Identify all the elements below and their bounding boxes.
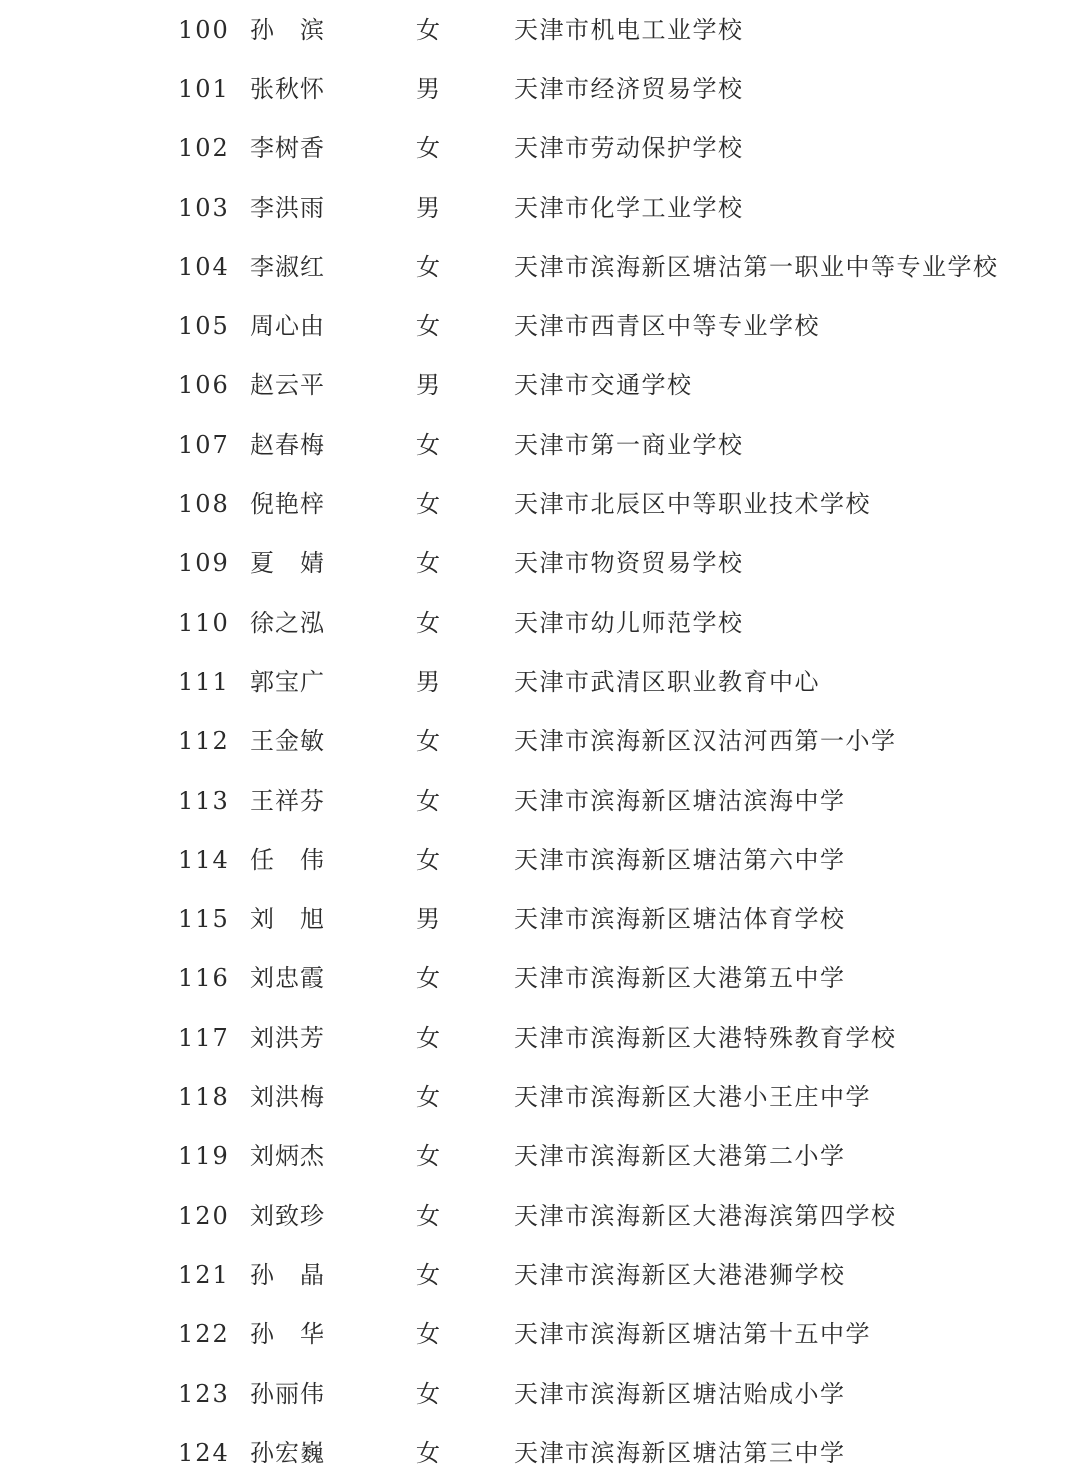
school-name: 天津市化学工业学校 bbox=[514, 194, 744, 222]
list-item bbox=[0, 1136, 1080, 1176]
gender: 男 bbox=[416, 905, 440, 933]
person-name: 刘 旭 bbox=[250, 905, 325, 933]
row-number: 123 bbox=[178, 1380, 230, 1408]
gender: 女 bbox=[416, 549, 440, 577]
list-item bbox=[0, 188, 1080, 228]
person-name: 刘忠霞 bbox=[250, 964, 325, 992]
row-number: 101 bbox=[178, 75, 230, 103]
school-name: 天津市滨海新区大港小王庄中学 bbox=[514, 1083, 871, 1111]
row-number: 108 bbox=[178, 490, 230, 518]
row-number: 119 bbox=[178, 1142, 230, 1170]
person-name: 张秋怀 bbox=[250, 75, 325, 103]
gender: 女 bbox=[416, 1439, 440, 1467]
gender: 女 bbox=[416, 16, 440, 44]
person-name: 李洪雨 bbox=[250, 194, 325, 222]
list-item bbox=[0, 69, 1080, 109]
row-number: 106 bbox=[178, 371, 230, 399]
list-item bbox=[0, 899, 1080, 939]
person-name: 王祥芬 bbox=[250, 787, 325, 815]
gender: 女 bbox=[416, 253, 440, 281]
school-name: 天津市劳动保护学校 bbox=[514, 134, 744, 162]
gender: 女 bbox=[416, 431, 440, 459]
person-name: 孙丽伟 bbox=[250, 1380, 325, 1408]
person-name: 郭宝广 bbox=[250, 668, 325, 696]
person-name: 赵云平 bbox=[250, 371, 325, 399]
gender: 女 bbox=[416, 1380, 440, 1408]
list-item bbox=[0, 247, 1080, 287]
row-number: 107 bbox=[178, 431, 230, 459]
person-name: 赵春梅 bbox=[250, 431, 325, 459]
row-number: 113 bbox=[178, 787, 230, 815]
gender: 女 bbox=[416, 1083, 440, 1111]
list-item bbox=[0, 1314, 1080, 1354]
list-item bbox=[0, 1077, 1080, 1117]
row-number: 124 bbox=[178, 1439, 230, 1467]
gender: 女 bbox=[416, 1142, 440, 1170]
list-item bbox=[0, 958, 1080, 998]
list-item bbox=[0, 365, 1080, 405]
person-name: 李树香 bbox=[250, 134, 325, 162]
row-number: 110 bbox=[178, 609, 230, 637]
person-name: 李淑红 bbox=[250, 253, 325, 281]
school-name: 天津市滨海新区大港第五中学 bbox=[514, 964, 846, 992]
list-item bbox=[0, 603, 1080, 643]
gender: 女 bbox=[416, 787, 440, 815]
school-name: 天津市经济贸易学校 bbox=[514, 75, 744, 103]
school-name: 天津市物资贸易学校 bbox=[514, 549, 744, 577]
gender: 女 bbox=[416, 727, 440, 755]
person-name: 孙 晶 bbox=[250, 1261, 325, 1289]
person-name: 刘洪芳 bbox=[250, 1024, 325, 1052]
gender: 女 bbox=[416, 1320, 440, 1348]
gender: 女 bbox=[416, 964, 440, 992]
gender: 男 bbox=[416, 194, 440, 222]
row-number: 105 bbox=[178, 312, 230, 340]
person-name: 徐之泓 bbox=[250, 609, 325, 637]
gender: 女 bbox=[416, 490, 440, 518]
row-number: 122 bbox=[178, 1320, 230, 1348]
list-item bbox=[0, 840, 1080, 880]
person-name: 周心由 bbox=[250, 312, 325, 340]
school-name: 天津市机电工业学校 bbox=[514, 16, 744, 44]
row-number: 121 bbox=[178, 1261, 230, 1289]
person-name: 刘洪梅 bbox=[250, 1083, 325, 1111]
gender: 男 bbox=[416, 668, 440, 696]
row-number: 111 bbox=[178, 668, 230, 696]
school-name: 天津市滨海新区塘沽滨海中学 bbox=[514, 787, 846, 815]
list-item bbox=[0, 425, 1080, 465]
person-name: 任 伟 bbox=[250, 846, 325, 874]
gender: 女 bbox=[416, 312, 440, 340]
gender: 女 bbox=[416, 609, 440, 637]
person-name: 王金敏 bbox=[250, 727, 325, 755]
row-number: 104 bbox=[178, 253, 230, 281]
school-name: 天津市滨海新区塘沽第十五中学 bbox=[514, 1320, 871, 1348]
gender: 女 bbox=[416, 1202, 440, 1230]
row-number: 118 bbox=[178, 1083, 230, 1111]
person-name: 夏 婧 bbox=[250, 549, 325, 577]
gender: 男 bbox=[416, 75, 440, 103]
person-name: 倪艳梓 bbox=[250, 490, 325, 518]
row-number: 100 bbox=[178, 16, 230, 44]
school-name: 天津市滨海新区大港第二小学 bbox=[514, 1142, 846, 1170]
list-item bbox=[0, 1018, 1080, 1058]
person-name: 孙宏巍 bbox=[250, 1439, 325, 1467]
gender: 女 bbox=[416, 134, 440, 162]
list-item bbox=[0, 128, 1080, 168]
row-number: 120 bbox=[178, 1202, 230, 1230]
school-name: 天津市北辰区中等职业技术学校 bbox=[514, 490, 871, 518]
list-item bbox=[0, 662, 1080, 702]
school-name: 天津市滨海新区塘沽贻成小学 bbox=[514, 1380, 846, 1408]
list-item bbox=[0, 1196, 1080, 1236]
list-item bbox=[0, 781, 1080, 821]
school-name: 天津市滨海新区塘沽第六中学 bbox=[514, 846, 846, 874]
list-item bbox=[0, 10, 1080, 50]
school-name: 天津市滨海新区大港海滨第四学校 bbox=[514, 1202, 897, 1230]
list-item bbox=[0, 484, 1080, 524]
school-name: 天津市第一商业学校 bbox=[514, 431, 744, 459]
list-item bbox=[0, 1255, 1080, 1295]
row-number: 102 bbox=[178, 134, 230, 162]
person-name: 刘炳杰 bbox=[250, 1142, 325, 1170]
list-item bbox=[0, 543, 1080, 583]
person-name: 刘致珍 bbox=[250, 1202, 325, 1230]
school-name: 天津市滨海新区汉沽河西第一小学 bbox=[514, 727, 897, 755]
school-name: 天津市滨海新区塘沽体育学校 bbox=[514, 905, 846, 933]
list-item bbox=[0, 1374, 1080, 1414]
gender: 女 bbox=[416, 846, 440, 874]
person-name: 孙 滨 bbox=[250, 16, 325, 44]
school-name: 天津市滨海新区塘沽第三中学 bbox=[514, 1439, 846, 1467]
list-item bbox=[0, 721, 1080, 761]
list-item bbox=[0, 1433, 1080, 1473]
school-name: 天津市西青区中等专业学校 bbox=[514, 312, 820, 340]
gender: 女 bbox=[416, 1261, 440, 1289]
gender: 男 bbox=[416, 371, 440, 399]
school-name: 天津市武清区职业教育中心 bbox=[514, 668, 820, 696]
row-number: 116 bbox=[178, 964, 230, 992]
school-name: 天津市滨海新区大港港狮学校 bbox=[514, 1261, 846, 1289]
gender: 女 bbox=[416, 1024, 440, 1052]
row-number: 109 bbox=[178, 549, 230, 577]
school-name: 天津市交通学校 bbox=[514, 371, 693, 399]
row-number: 117 bbox=[178, 1024, 230, 1052]
person-name: 孙 华 bbox=[250, 1320, 325, 1348]
row-number: 103 bbox=[178, 194, 230, 222]
row-number: 115 bbox=[178, 905, 230, 933]
school-name: 天津市幼儿师范学校 bbox=[514, 609, 744, 637]
row-number: 114 bbox=[178, 846, 230, 874]
list-item bbox=[0, 306, 1080, 346]
row-number: 112 bbox=[178, 727, 230, 755]
school-name: 天津市滨海新区大港特殊教育学校 bbox=[514, 1024, 897, 1052]
school-name: 天津市滨海新区塘沽第一职业中等专业学校 bbox=[514, 253, 999, 281]
